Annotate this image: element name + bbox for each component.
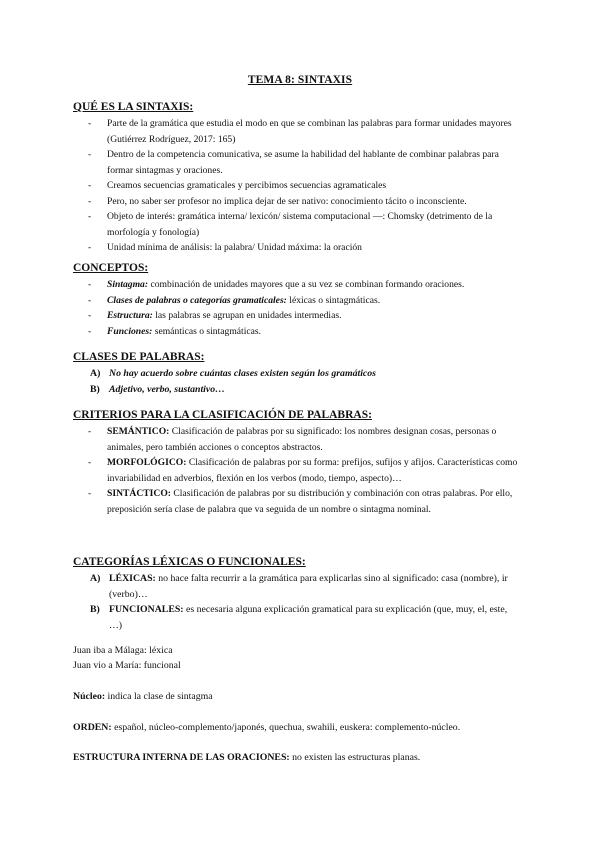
list-item: - Unidad mínima de análisis: la palabra/ Unidad máxima: la oración [88,242,362,253]
list-item: - Sintagma: combinación de unidades mayores que a su vez se combinan formando oraciones. [88,279,465,290]
list-que-es-sintaxis [88,116,518,256]
list-item: - Creamos secuencias gramaticales y percibimos secuencias agramaticales [88,180,387,191]
heading-clases-palabras: CLASES DE PALABRAS: [73,351,205,363]
heading-conceptos: CONCEPTOS: [73,262,149,274]
list-item: B) FUNCIONALES: es necesaria alguna explicación gramatical para su explicación (que, muy, el, este, …) [90,604,508,631]
heading-categorias: CATEGORÍAS LÉXICAS O FUNCIONALES: [73,556,306,568]
list-item: - MORFOLÓGICO: Clasificación de palabras por su forma: prefijos, sufijos y afijos. Características como invariabilidad en adverbios, flexión en los verbos (modo, tiempo, aspecto)… [88,457,518,484]
list-clases-palabras [90,366,520,397]
list-item: A) LÉXICAS: no hace falta recurrir a la gramática para explicarlas sino al significado: casa (nombre), ir (verbo)… [90,573,508,600]
example-funcional: Juan vio a María: funcional [73,660,181,671]
list-item: - Objeto de interés: gramática interna/ lexicón/ sistema computacional —: Chomsky (detrimento de la morfología y fonología) [88,211,493,238]
list-item: - Funciones: semánticas o sintagmáticas. [88,325,262,337]
list-criterios [88,424,518,517]
list-categorias [90,571,520,633]
document-title: TEMA 8: SINTAXIS [247,74,353,86]
paragraph-estructura: ESTRUCTURA INTERNA DE LAS ORACIONES: no existen las estructuras planas. [73,752,421,763]
list-item: - Parte de la gramática que estudia el modo en que se combinan las palabras para formar unidades mayores (Gutiérrez Rodríguez, 2017: 165) [88,118,512,145]
list-item: A) No hay acuerdo sobre cuántas clases existen según los gramáticos [90,368,376,379]
heading-criterios: CRITERIOS PARA LA CLASIFICACIÓN DE PALABRAS: [73,409,372,421]
heading-que-es-sintaxis: QUÉ ES LA SINTAXIS: [73,101,194,113]
list-item: - Pero, no saber ser profesor no implica dejar de ser nativo: conocimiento tácito o inconsciente. [88,195,467,207]
list-conceptos [88,277,518,339]
list-item: - SINTÁCTICO: Clasificación de palabras por su distribución y combinación con otras palabras. Por ello, preposición sería clase de palabra que va seguida de un nombre o sintagma nominal. [88,488,513,515]
list-item: - SEMÁNTICO: Clasificación de palabras por su significado: los nombres designan cosas, personas o animales, pero también acciones o conceptos abstractos. [88,426,497,453]
example-lexica: Juan iba a Málaga: léxica [73,645,173,656]
list-item: - Estructura: las palabras se agrupan en unidades intermedias. [88,310,342,321]
list-item: B) Adjetivo, verbo, sustantivo… [90,383,225,395]
list-item: - Dentro de la competencia comunicativa, se asume la habilidad del hablante de combinar palabras para formar sintagmas y oraciones. [88,149,499,176]
list-item: - Clases de palabras o categorías gramaticales: léxicas o sintagmáticas. [88,294,381,306]
paragraph-orden: ORDEN: español, núcleo-complemento/japonés, quechua, swahili, euskera: complemento-núcleo. [73,722,461,733]
paragraph-nucleo: Núcleo: indica la clase de sintagma [73,691,213,702]
